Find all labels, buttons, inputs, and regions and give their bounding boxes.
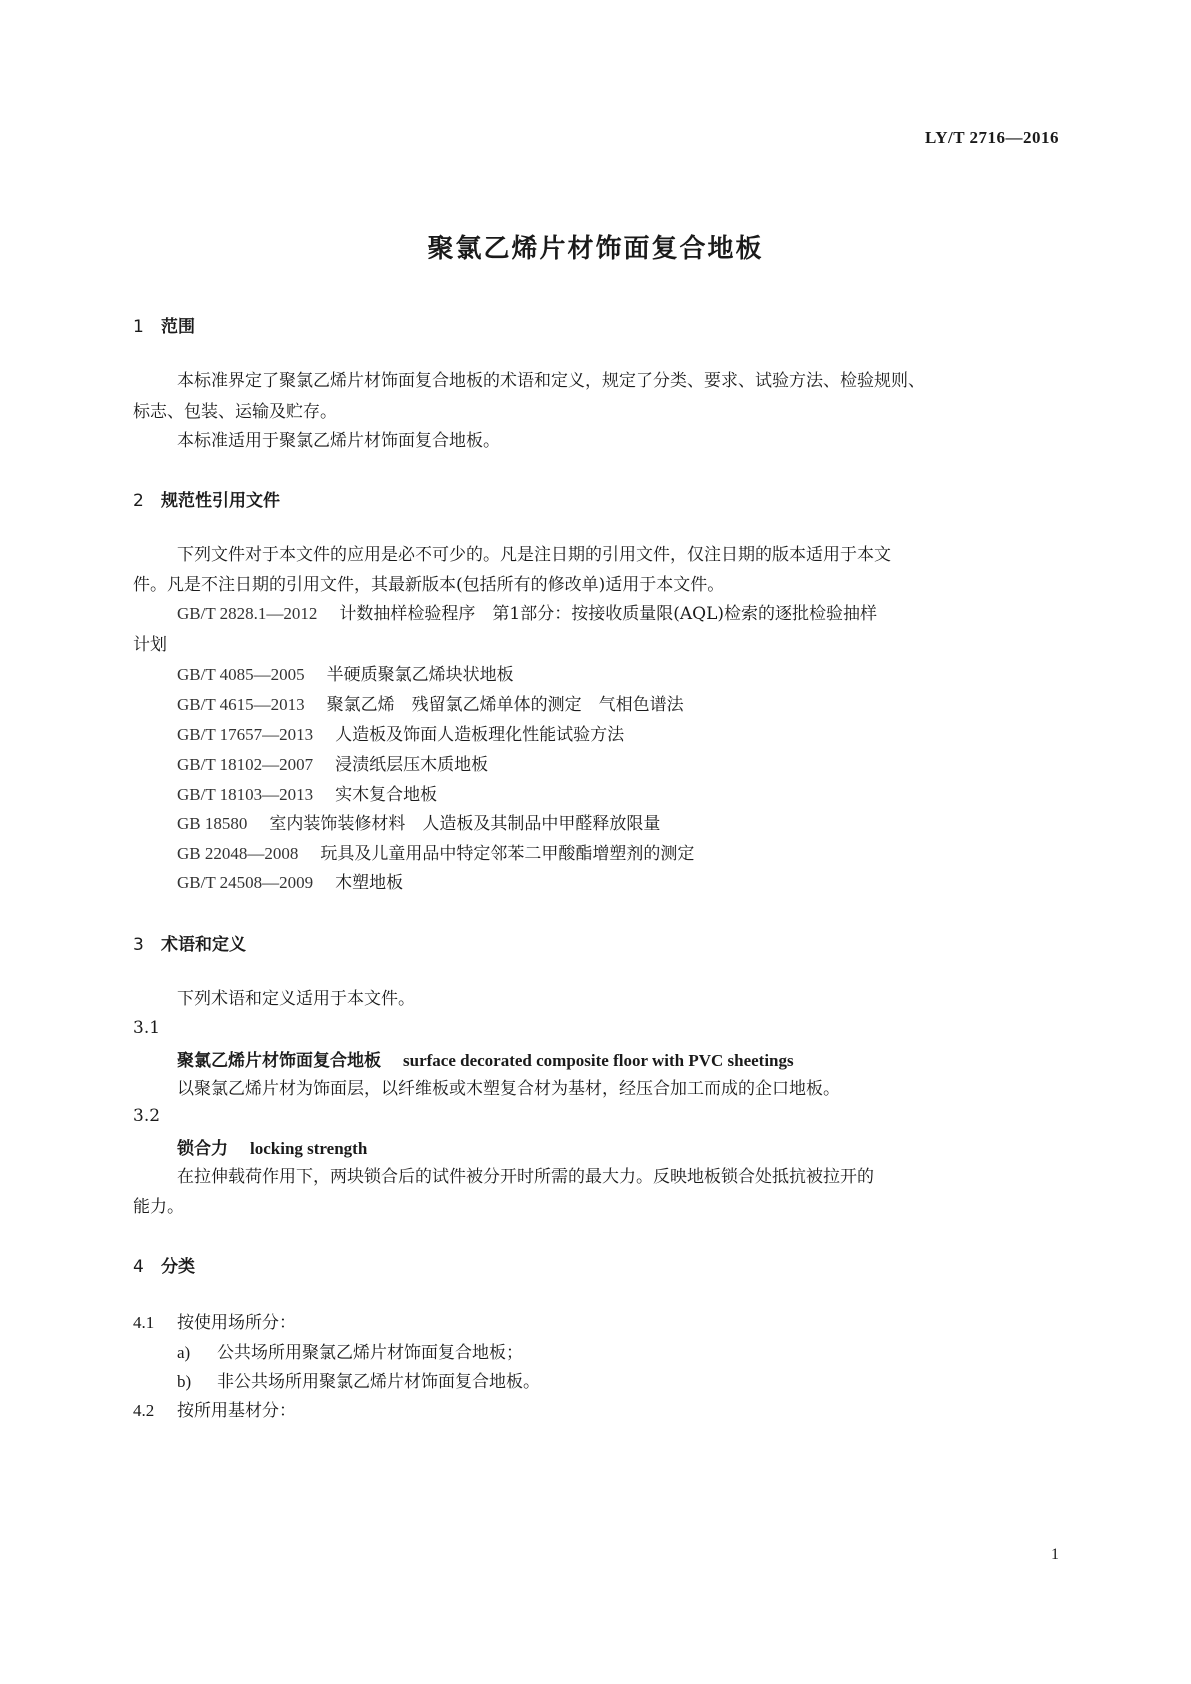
clause-4-2: 4.2 按所用基材分： (133, 1401, 296, 1421)
section-1-para-1b: 标志、包装、运输及贮存。 (133, 402, 337, 422)
reference-item: GB/T 18103—2013 实木复合地板 (177, 785, 438, 805)
section-4-heading: 4 分类 (133, 1257, 195, 1277)
standard-code: LY/T 2716—2016 (924, 128, 1059, 147)
section-3-intro: 下列术语和定义适用于本文件。 (177, 989, 415, 1009)
section-2-para-1a: 下列文件对于本文件的应用是必不可少的。凡是注日期的引用文件，仅注日期的版本适用于本文 (177, 545, 891, 565)
term-3-1-definition: 以聚氯乙烯片材为饰面层，以纤维板或木塑复合材为基材，经压合加工而成的企口地板。 (177, 1079, 840, 1099)
reference-item: GB/T 18102—2007 浸渍纸层压木质地板 (177, 755, 489, 775)
reference-item: GB 18580 室内装饰装修材料 人造板及其制品中甲醛释放限量 (177, 814, 661, 834)
section-2-heading: 2 规范性引用文件 (133, 491, 280, 511)
section-2-para-1b: 件。凡是不注日期的引用文件，其最新版本(包括所有的修改单)适用于本文件。 (133, 575, 725, 595)
reference-item: GB/T 4085—2005 半硬质聚氯乙烯块状地板 (177, 665, 514, 685)
section-3-heading: 3 术语和定义 (133, 935, 246, 955)
clause-4-1: 4.1 按使用场所分： (133, 1313, 296, 1333)
reference-item: GB/T 2828.1—2012 计数抽样检验程序 第1部分：按接收质量限(AQL)检索的逐批检验抽样 (177, 604, 878, 624)
term-3-1: 聚氯乙烯片材饰面复合地板 surface decorated composite floor with PVC sheetings (177, 1051, 794, 1071)
term-3-2-definition-a: 在拉伸载荷作用下，两块锁合后的试件被分开时所需的最大力。反映地板锁合处抵抗被拉开的 (177, 1167, 874, 1187)
reference-item: GB/T 17657—2013 人造板及饰面人造板理化性能试验方法 (177, 725, 625, 745)
reference-item: GB/T 4615—2013 聚氯乙烯 残留氯乙烯单体的测定 气相色谱法 (177, 695, 684, 715)
term-3-2: 锁合力 locking strength (177, 1139, 368, 1159)
reference-item: GB 22048—2008 玩具及儿童用品中特定邻苯二甲酸酯增塑剂的测定 (177, 844, 695, 864)
document-title: 聚氯乙烯片材饰面复合地板 (427, 234, 764, 264)
term-3-2-definition-b: 能力。 (133, 1197, 184, 1217)
term-3-1-number: 3.1 (133, 1018, 161, 1038)
section-1-heading: 1 范围 (133, 317, 195, 337)
term-3-2-number: 3.2 (133, 1106, 161, 1126)
section-1-para-1a: 本标准界定了聚氯乙烯片材饰面复合地板的术语和定义，规定了分类、要求、试验方法、检验规则、 (177, 371, 925, 391)
list-item-b: b) 非公共场所用聚氯乙烯片材饰面复合地板。 (177, 1372, 540, 1392)
page-number: 1 (1051, 1546, 1059, 1563)
section-1-para-2: 本标准适用于聚氯乙烯片材饰面复合地板。 (177, 431, 500, 451)
list-item-a: a) 公共场所用聚氯乙烯片材饰面复合地板； (177, 1343, 523, 1363)
reference-item: GB/T 24508—2009 木塑地板 (177, 873, 404, 893)
reference-item-continued: 计划 (133, 635, 167, 655)
